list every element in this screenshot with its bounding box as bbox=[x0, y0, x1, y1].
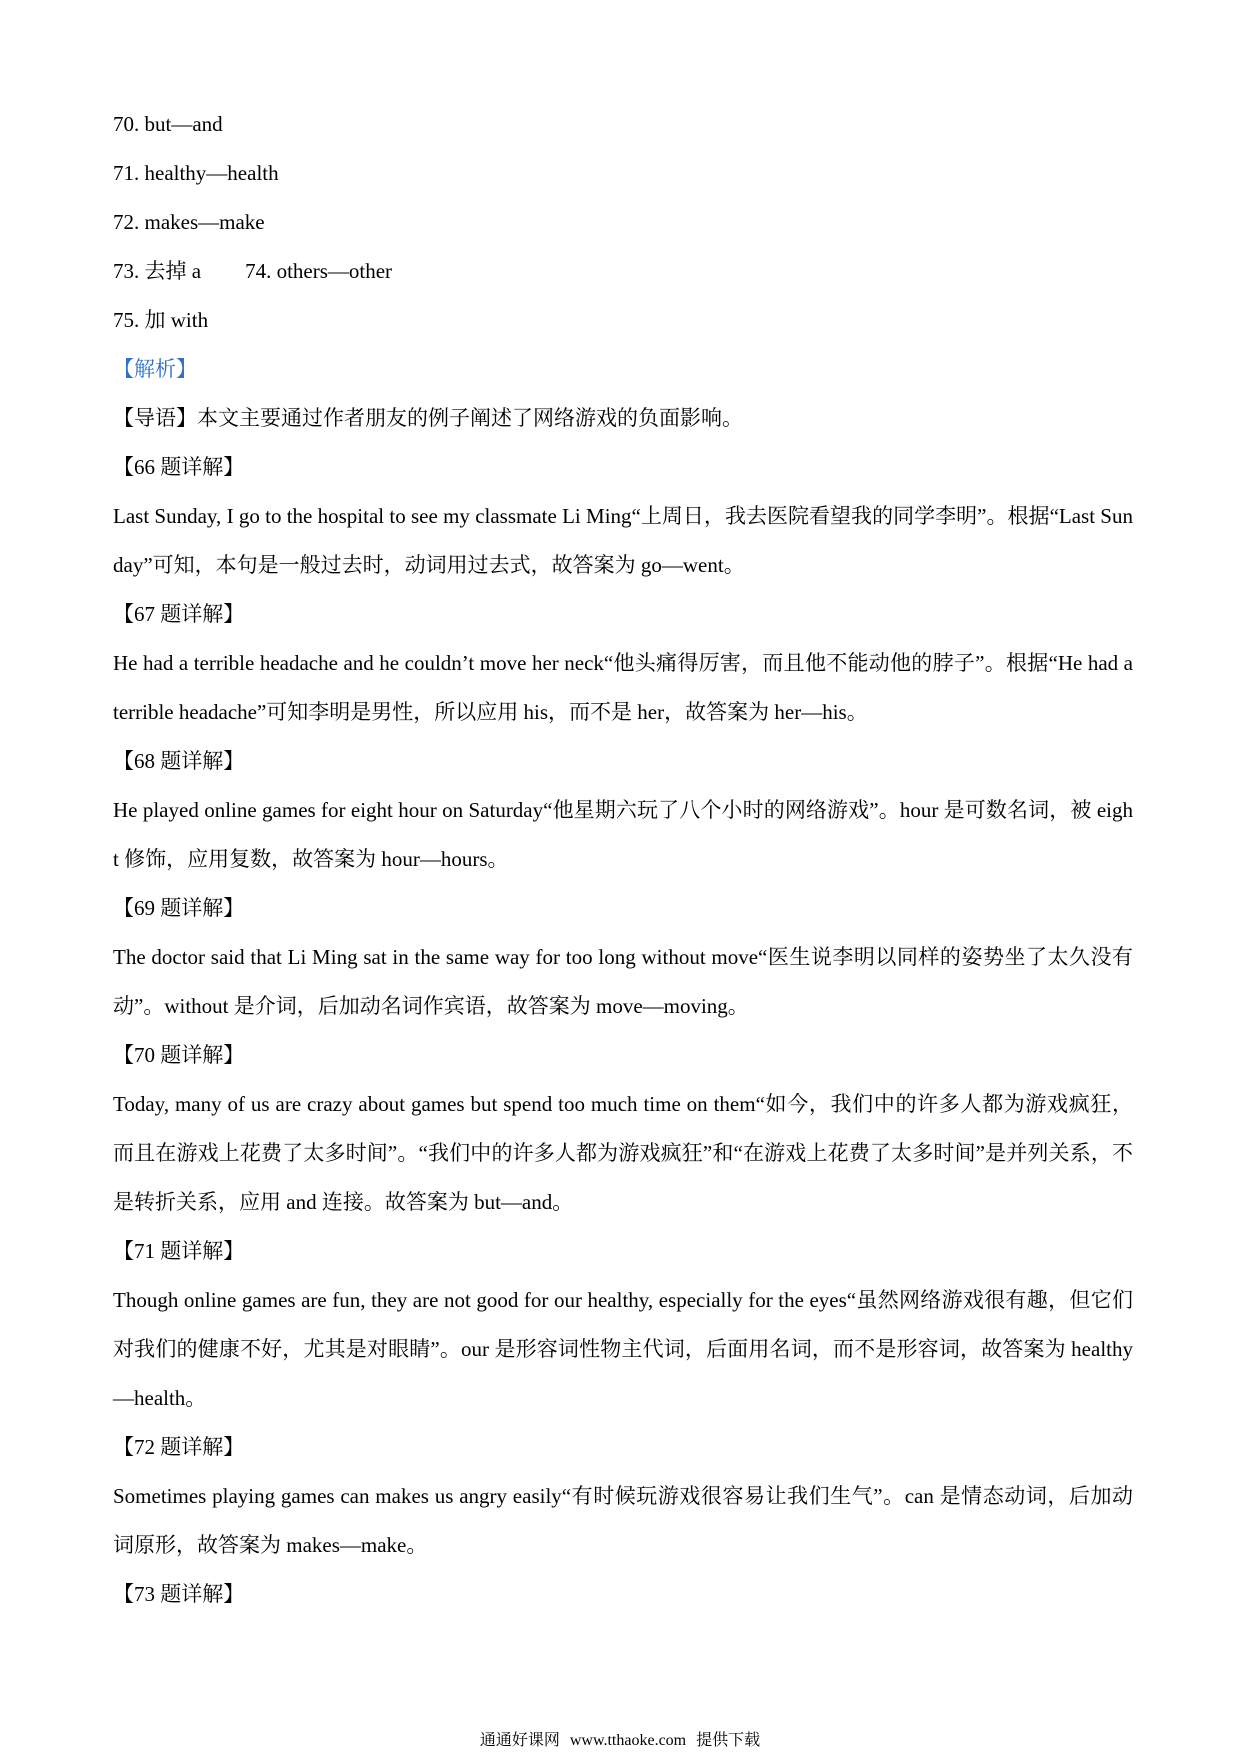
detail-heading-66: 【66 题详解】 bbox=[113, 455, 245, 479]
detail-body-67: He had a terrible headache and he couldn’t move her neck“他头痛得厉害，而且他不能动他的脖子”。根据“He had a terrible headache”可知李明是男性，所以应用 his，而不是 her，故答案为 her—his。 bbox=[113, 651, 1133, 724]
answer-line-71 bbox=[113, 149, 1133, 198]
answer-text: 70. but—and bbox=[113, 112, 223, 136]
document-content bbox=[113, 100, 1133, 1619]
answer-text: 72. makes—make bbox=[113, 210, 265, 234]
detail-heading-69: 【69 题详解】 bbox=[113, 896, 245, 920]
answer-text: 75. 加 with bbox=[113, 308, 209, 332]
detail-body-72: Sometimes playing games can makes us angry easily“有时候玩游戏很容易让我们生气”。can 是情态动词，后加动词原形，故答案为 makes—make。 bbox=[113, 1484, 1133, 1557]
detail-heading-71: 【71 题详解】 bbox=[113, 1239, 245, 1263]
answer-text: 71. healthy—health bbox=[113, 161, 279, 185]
analysis-label: 【解析】 bbox=[113, 357, 197, 381]
detail-heading-72: 【72 题详解】 bbox=[113, 1435, 245, 1459]
answer-line-75 bbox=[113, 296, 1133, 345]
footer-site-link[interactable]: www.tthaoke.com bbox=[569, 1732, 687, 1749]
answer-line-72 bbox=[113, 198, 1133, 247]
detail-heading-67: 【67 题详解】 bbox=[113, 602, 245, 626]
detail-heading-68: 【68 题详解】 bbox=[113, 749, 245, 773]
detail-body-69: The doctor said that Li Ming sat in the same way for too long without move“医生说李明以同样的姿势坐了太久没有动”。without 是介词，后加动名词作宾语，故答案为 move—moving。 bbox=[113, 945, 1133, 1018]
detail-heading-70: 【70 题详解】 bbox=[113, 1043, 245, 1067]
footer-download-text: 提供下载 bbox=[696, 1732, 761, 1749]
detail-body-66: Last Sunday, I go to the hospital to see my classmate Li Ming“上周日，我去医院看望我的同学李明”。根据“Last Sunday”可知，本句是一般过去时，动词用过去式，故答案为 go—went。 bbox=[113, 504, 1133, 577]
answer-text: 73. 去掉 a bbox=[113, 259, 202, 283]
detail-body-68: He played online games for eight hour on Saturday“他星期六玩了八个小时的网络游戏”。hour 是可数名词，被 eight 修饰，应用复数，故答案为 hour—hours。 bbox=[113, 798, 1133, 871]
answer-text: 74. others—other bbox=[245, 259, 393, 283]
answer-line-70 bbox=[113, 100, 1133, 149]
analysis-intro: 【导语】本文主要通过作者朋友的例子阐述了网络游戏的负面影响。 bbox=[113, 406, 743, 430]
detail-body-71: Though online games are fun, they are not good for our healthy, especially for the eyes“虽然网络游戏很有趣，但它们对我们的健康不好，尤其是对眼睛”。our 是形容词性物主代词，后面用名词，而不是形容词，故答案为 healthy—health。 bbox=[113, 1288, 1133, 1410]
footer-brand: 通通好课网 bbox=[479, 1732, 560, 1749]
detail-body-70: Today, many of us are crazy about games but spend too much time on them“如今，我们中的许多人都为游戏疯狂，而且在游戏上花费了太多时间”。“我们中的许多人都为游戏疯狂”和“在游戏上花费了太多时间”是并列关系，不是转折关系，应用 and 连接。故答案为 but—and。 bbox=[113, 1092, 1133, 1214]
page-footer bbox=[0, 1730, 1240, 1752]
detail-heading-73: 【73 题详解】 bbox=[113, 1582, 245, 1606]
answer-line-73-74 bbox=[113, 247, 1133, 296]
